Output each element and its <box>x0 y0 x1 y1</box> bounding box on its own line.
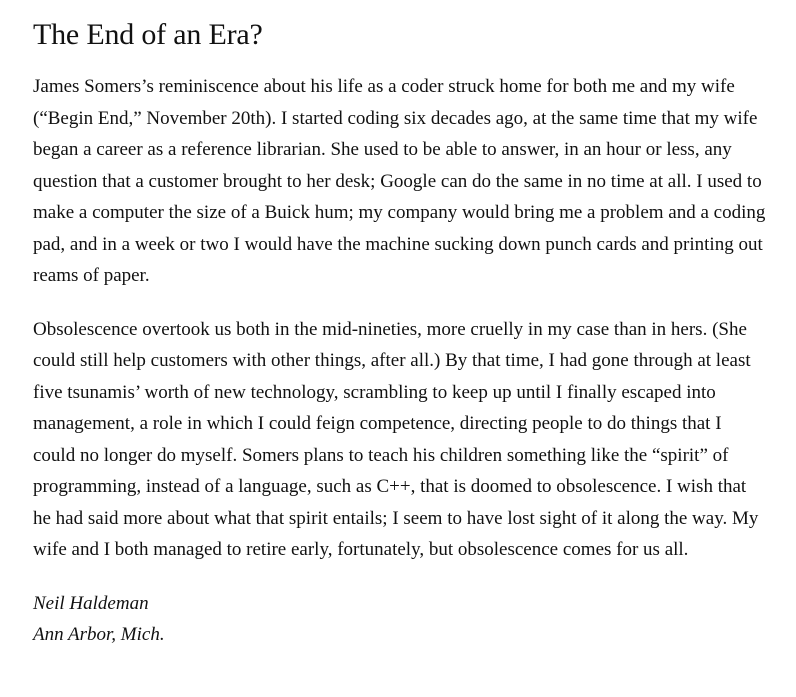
author-location: Ann Arbor, Mich. <box>33 623 165 645</box>
letter-paragraph-2: Obsolescence overtook us both in the mid-nineties, more cruelly in my case than in hers. (She could still help customers with other things, after all.) By that time, I had gone through at least five tsunamis’ worth of new technology, scrambling to keep up until I finally escaped into management, a role in which I could feign competence, directing people to do things that I could no longer do myself. Somers plans to teach his children something like the “spirit” of programming, instead of a language, such as C++, that is doomed to obsolescence. I wish that he had said more about what that spirit entails; I seem to have lost sight of it along the way. My wife and I both managed to retire early, fortunately, but obsolescence comes for us all. <box>33 318 759 560</box>
author-name: Neil Haldeman <box>33 592 149 614</box>
letter-to-editor <box>33 16 768 650</box>
letter-headline: The End of an Era? <box>33 18 263 51</box>
letter-paragraph-1: James Somers’s reminiscence about his life as a coder struck home for both me and my wife (“Begin End,” November 20th). I started coding six decades ago, at the same time that my wife began a career as a reference librarian. She used to be able to answer, in an hour or less, any question that a customer brought to her desk; Google can do the same in no time at all. I used to make a computer the size of a Buick hum; my company would bring me a problem and a coding pad, and in a week or two I would have the machine sucking down punch cards and printing out reams of paper. <box>33 76 766 286</box>
